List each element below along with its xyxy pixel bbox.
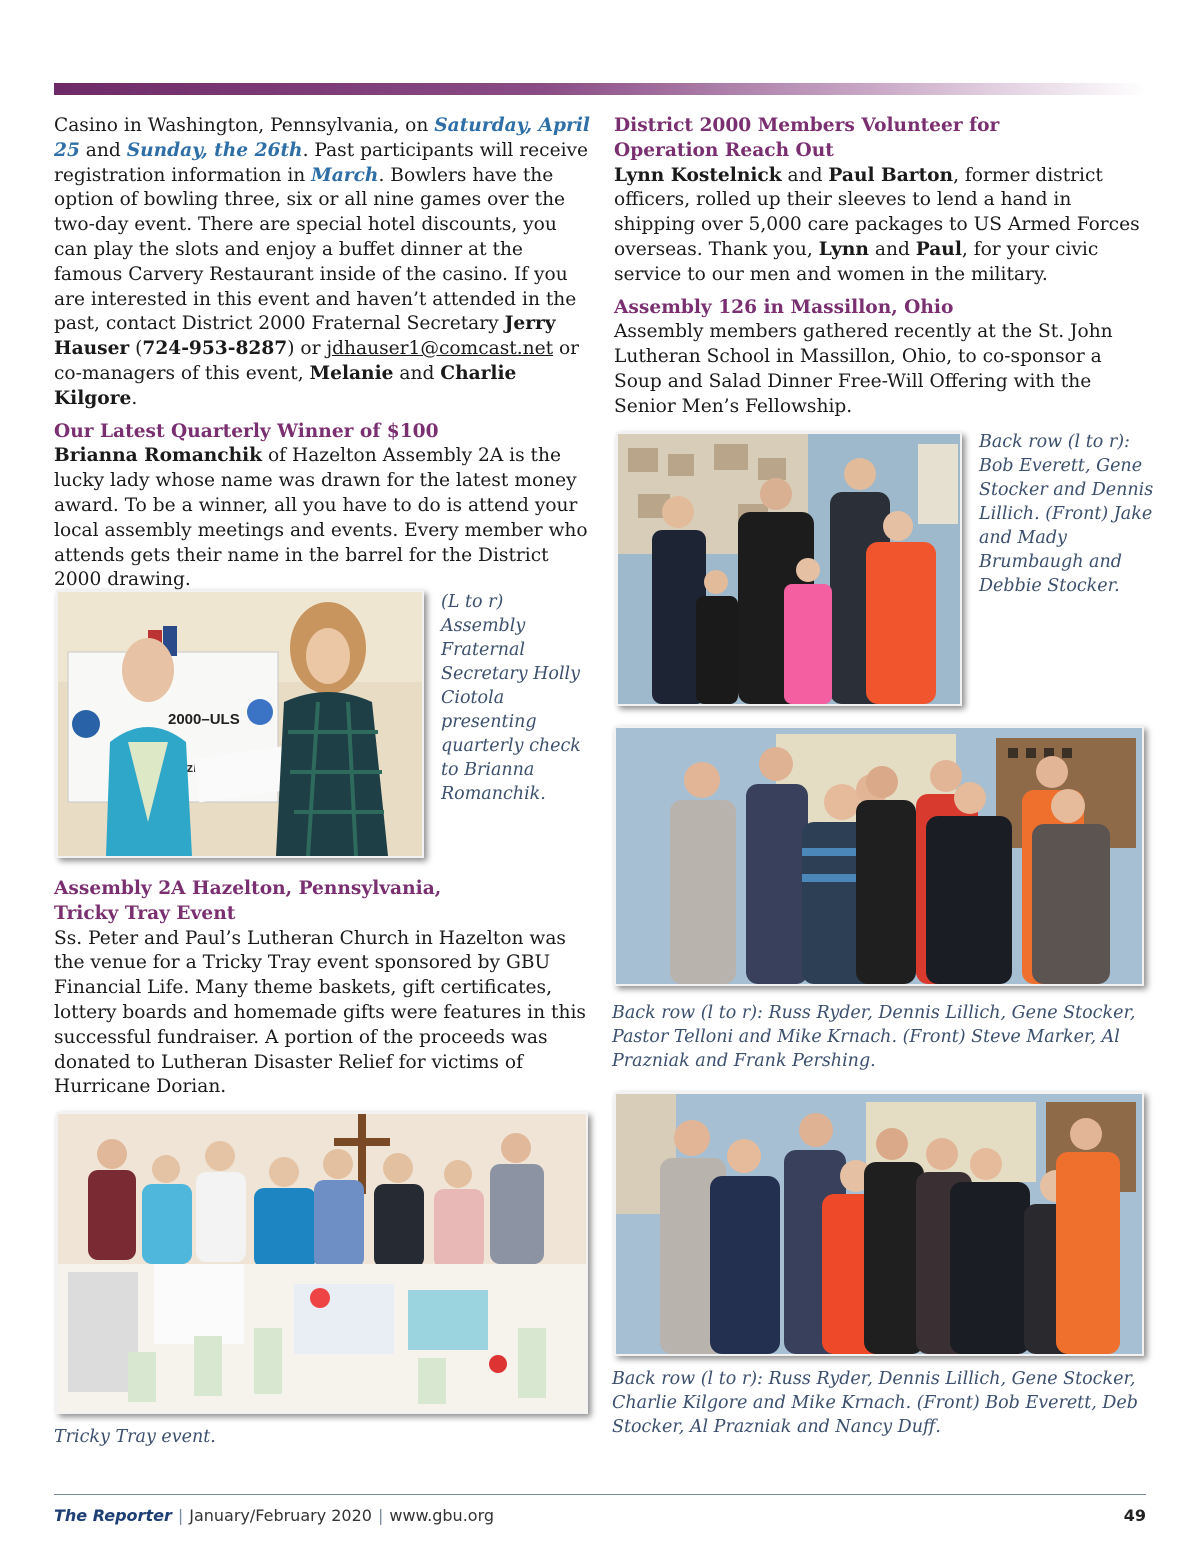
tricky-tray-section <box>54 877 594 1100</box>
tricky-heading-line1: Assembly 2A Hazelton, Pennsylvania, <box>54 878 442 899</box>
tricky-heading-line2: Tricky Tray Event <box>54 902 236 924</box>
volunteer-heading-line1: District 2000 Members Volunteer for <box>614 115 1000 136</box>
winner-paragraph: Brianna Romanchik of Hazelton Assembly 2A is the lucky lady whose name was drawn for the latest money award. To be a winner, all you have to do is attend your local assembly meetings and events. Every member who attends gets their name in the barrel for the District 2000 drawing. <box>54 445 588 591</box>
svg-text:2000–ULS: 2000–ULS <box>168 711 240 728</box>
massillon-paragraph: Assembly members gathered recently at the St. John Lutheran School in Massillon, Ohio, to co-sponsor a Soup and Salad Dinner Free-Will Offering with the Senior Men’s Fellowship. <box>614 321 1113 417</box>
massillon-photo-group1 <box>614 726 1144 986</box>
left-column <box>54 114 594 593</box>
tricky-paragraph: Ss. Peter and Paul’s Lutheran Church in Hazelton was the venue for a Tricky Tray event sponsored by GBU Financial Life. Many theme baskets, gift certificates, lottery boards and homemade gifts were features in this successful fundraiser. A portion of the proceeds was donated to Lutheran Disaster Relief for victims of Hurricane Dorian. <box>54 927 586 1098</box>
email-link[interactable]: jdhauser1@comcast.net <box>326 338 554 360</box>
massillon-heading: Assembly 126 in Massillon, Ohio <box>614 296 954 318</box>
volunteer-heading-line2: Operation Reach Out <box>614 139 834 161</box>
caption-family-photo: Back row (l to r): Bob Everett, Gene Stocker and Dennis Lillich. (Front) Jake and Mady Brumbaugh and Debbie Stocker. <box>979 432 1154 596</box>
winner-heading: Our Latest Quarterly Winner of $100 <box>54 420 439 442</box>
massillon-photo-family <box>616 432 962 706</box>
footer-rule <box>54 1494 1146 1495</box>
page-footer: The Reporter | January/February 2020 | www.gbu.org 49 <box>54 1506 1146 1525</box>
issue-date: January/February 2020 <box>189 1506 372 1525</box>
bowling-paragraph: Casino in Washington, Pennsylvania, on Saturday, April 25 and Sunday, the 26th. Past participants will receive registration information in March. Bowlers have the option of bowling three, six or all nine games over the two-day event. There are special hotel discounts, you can play the slots and enjoy a buffet dinner at the famous Carvery Restaurant inside of the casino. If you are interested in this event and haven’t attended in the past, contact District 2000 Fraternal Secretary Jerry Hauser (724-953-8287) or jdhauser1@comcast.net or co-managers of this event, Melanie and Charlie Kilgore. <box>54 115 590 409</box>
massillon-photo-group2 <box>614 1092 1144 1356</box>
caption-group-photo1: Back row (l to r): Russ Ryder, Dennis Lillich, Gene Stocker, Pastor Telloni and Mike Krnach. (Front) Steve Marker, Al Prazniak and Frank Pershing. <box>612 1003 1136 1071</box>
magazine-title: The Reporter <box>54 1506 172 1525</box>
right-column <box>614 114 1150 420</box>
winner-photo <box>56 590 424 858</box>
tricky-caption: Tricky Tray event. <box>54 1427 216 1447</box>
website-link[interactable]: www.gbu.org <box>389 1506 495 1525</box>
page-number: 49 <box>1123 1506 1146 1525</box>
volunteer-paragraph: Lynn Kostelnick and Paul Barton, former district officers, rolled up their sleeves to lend a hand in shipping over 5,000 care packages to US Armed Forces overseas. Thank you, Lynn and Paul, for your civic service to our men and women in the military. <box>614 164 1140 285</box>
winner-caption: (L to r) Assembly Fraternal Secretary Holly Ciotola presenting quarterly check to Brianna Romanchik. <box>441 592 581 804</box>
tricky-tray-photo <box>56 1112 588 1414</box>
header-accent-bar <box>54 83 1146 95</box>
caption-group-photo2: Back row (l to r): Russ Ryder, Dennis Lillich, Gene Stocker, Charlie Kilgore and Mike Krnach. (Front) Bob Everett, Deb Stocker, Al Prazniak and Nancy Duff. <box>612 1369 1138 1437</box>
